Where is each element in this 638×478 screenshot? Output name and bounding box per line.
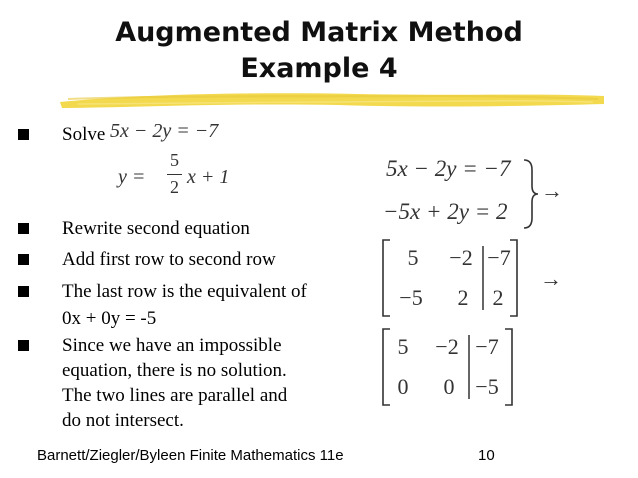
matrix-1-cell: 2	[492, 285, 504, 310]
equation-2-y: y =	[118, 166, 146, 188]
right-brace-icon	[520, 158, 542, 230]
arrow-icon: →	[540, 266, 562, 291]
matrix-2-cell: 0	[443, 374, 455, 399]
equation-1: 5x − 2y = −7	[110, 120, 219, 142]
system-row-2: −5x + 2y = 2	[383, 199, 508, 224]
matrix-1-cell: −7	[487, 245, 511, 270]
bullet-text-rewrite: Rewrite second equation	[62, 218, 250, 239]
matrix-1-cell: 2	[457, 285, 469, 310]
matrix-2-cell: −2	[435, 334, 459, 359]
matrix-2-cell: 5	[397, 334, 409, 359]
fraction-denominator: 2	[170, 177, 179, 197]
slide-title: Augmented Matrix Method	[115, 17, 523, 48]
footer-source: Barnett/Ziegler/Byleen Finite Mathematics 11e	[37, 447, 344, 464]
matrix-1-cell: −2	[449, 245, 473, 270]
matrix-2	[380, 327, 515, 407]
bullet-text-conclusion-4: do not intersect.	[62, 410, 184, 431]
bullet-text-last-row: The last row is the equivalent of	[62, 281, 307, 302]
bullet-square-icon	[18, 254, 29, 265]
bullet-text-last-row-eq: 0x + 0y = -5	[62, 308, 157, 329]
fraction-bar	[167, 174, 182, 175]
bullet-text-conclusion-1: Since we have an impossible	[62, 335, 282, 356]
bullet-square-icon	[18, 286, 29, 297]
fraction-numerator: 5	[170, 150, 179, 170]
arrow-icon: →	[541, 178, 563, 203]
matrix-1-cell: −5	[399, 285, 423, 310]
bullet-square-icon	[18, 340, 29, 351]
bullet-text-conclusion-2: equation, there is no solution.	[62, 360, 287, 381]
bullet-square-icon	[18, 223, 29, 234]
title-highlight-stroke	[58, 88, 606, 110]
bullet-square-icon	[18, 129, 29, 140]
system-row-1: 5x − 2y = −7	[386, 156, 511, 181]
matrix-2-cell: −7	[475, 334, 499, 359]
bullet-text-conclusion-3: The two lines are parallel and	[62, 385, 288, 406]
matrix-2-cell: −5	[475, 374, 499, 399]
bullet-text-add-rows: Add first row to second row	[62, 249, 276, 270]
bullet-text-solve: Solve	[62, 124, 106, 145]
matrix-1	[380, 238, 520, 318]
page-number: 10	[478, 447, 495, 464]
matrix-2-cell: 0	[397, 374, 409, 399]
matrix-1-cell: 5	[407, 245, 419, 270]
equation-2-rest: x + 1	[187, 166, 230, 188]
slide-subtitle: Example 4	[240, 53, 398, 84]
